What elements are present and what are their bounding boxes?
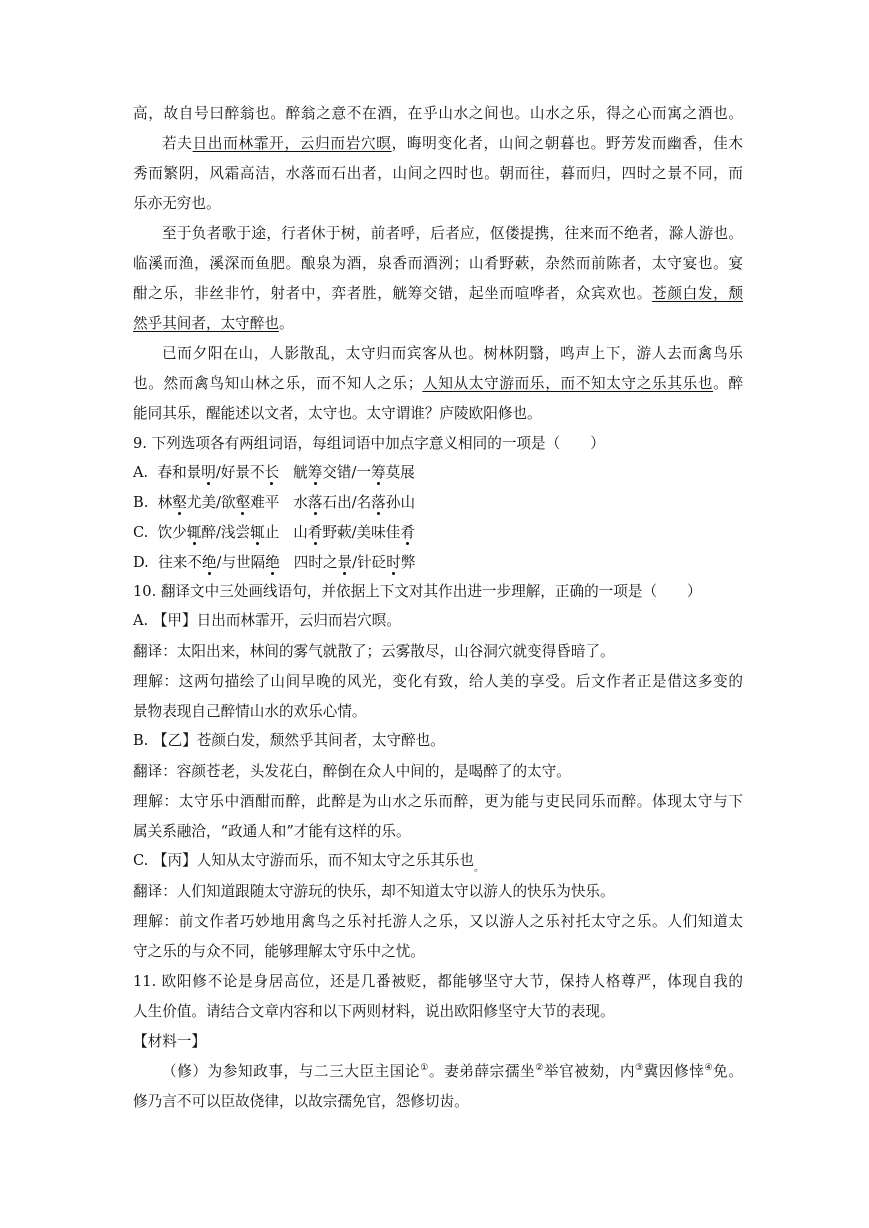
question-10-option-a-understanding-cont: 景物表现自己醉情山水的欢乐心情。	[133, 703, 367, 720]
material-1-line: 修乃言不可以臣故侥律，以故宗孺免官，怨修切齿。	[133, 1093, 469, 1110]
question-11-stem-cont: 人生价值。请结合文章内容和以下两则材料，说出欧阳修坚守大节的表现。	[133, 1003, 615, 1020]
question-10-option-b-translation: 翻译：容颜苍老，头发花白，醉倒在众人中间的，是喝醉了的太守。	[133, 763, 571, 780]
underlined-sentence-jia: 日出而林霏开，云归而岩穴暝	[192, 135, 392, 152]
question-9-option-a: A. 春和景明/好景不长 觥筹交错/一筹莫展	[133, 464, 415, 481]
question-10-stem: 10. 翻译文中三处画线语句，并依据上下文对其作出进一步理解，正确的一项是（ ）	[133, 583, 702, 600]
passage-line: 至于负者歌于途，行者休于树，前者呼，后者应，伛偻提携，往来而不绝者，滁人游也。	[162, 225, 743, 242]
underlined-sentence-yi: 苍颜白发，颓	[652, 285, 743, 302]
passage-line: 乐亦无穷也。	[133, 195, 221, 212]
material-1-title: 【材料一】	[133, 1033, 206, 1050]
passage-line: 然乎其间者，太守醉也。	[133, 315, 294, 332]
question-10-option-b-understanding: 理解：太守乐中酒酣而醉，此醉是为山水之乐而醉，更为能与吏民同乐而醉。体现太守与下	[133, 793, 743, 810]
passage-line: 临溪而渔，溪深而鱼肥。酿泉为酒，泉香而酒洌；山肴野蔌，杂然而前陈者，太守宴也。宴	[133, 255, 743, 272]
passage-line: 已而夕阳在山，人影散乱，太守归而宾客从也。树林阴翳，鸣声上下，游人去而禽鸟乐	[162, 345, 743, 362]
question-9-stem: 9. 下列选项各有两组词语，每组词语中加点字意义相同的一项是（ ）	[133, 435, 605, 452]
question-9-option-c: C. 饮少辄醉/浅尝辄止 山肴野蔌/美味佳肴	[133, 524, 415, 541]
underlined-sentence-bing: 人知从太守游而乐，而不知太守之乐其乐也	[422, 375, 714, 392]
question-10-option-a-head: A. 【甲】日出而林霏开，云归而岩穴暝。	[133, 612, 401, 629]
passage-line: 酣之乐，非丝非竹，射者中，弈者胜，觥筹交错，起坐而喧哗者，众宾欢也。苍颜白发，颓	[133, 285, 743, 302]
question-9-option-d: D. 往来不绝/与世隔绝 四时之景/针砭时弊	[133, 554, 416, 571]
question-9-option-b: B. 林壑尤美/欲壑难平 水落石出/名落孙山	[133, 494, 416, 511]
passage-line: 高，故自号曰醉翁也。醉翁之意不在酒，在乎山水之间也。山水之乐，得之心而寓之酒也。	[133, 105, 743, 122]
question-10-option-c-understanding-cont: 守之乐的与众不同，能够理解太守乐中之忧。	[133, 943, 425, 960]
passage-line: 也。然而禽鸟知山林之乐，而不知人之乐；人知从太守游而乐，而不知太守之乐其乐也。醉	[133, 375, 743, 392]
passage-line: 若夫日出而林霏开，云归而岩穴暝，晦明变化者，山间之朝暮也。野芳发而幽香，佳木	[162, 135, 743, 152]
question-10-option-c-translation: 翻译：人们知道跟随太守游玩的快乐，却不知道太守以游人的快乐为快乐。	[133, 883, 615, 900]
question-10-option-a-translation: 翻译：太阳出来，林间的雾气就散了；云雾散尽，山谷洞穴就变得昏暗了。	[133, 643, 615, 660]
underlined-sentence-yi-cont: 然乎其间者，太守醉也	[133, 315, 279, 332]
passage-line: 能同其乐，醒能述以文者，太守也。太守谓谁？庐陵欧阳修也。	[133, 405, 542, 422]
material-1-line: （修）为参知政事，与二三大臣主国论①。妻弟薛宗孺坐②举官被劾，内③冀因修悻④免。	[162, 1063, 743, 1080]
question-11-stem: 11. 欧阳修不论是身居高位，还是几番被贬，都能够坚守大节，保持人格尊严，体现自我的	[133, 973, 743, 990]
question-10-option-c-head: C. 【丙】人知从太守游而乐，而不知太守之乐其乐也$_。$	[133, 852, 484, 874]
question-10-option-b-understanding-cont: 属关系融洽，“政通人和”才能有这样的乐。	[133, 823, 411, 840]
passage-line: 秀而繁阴，风霜高洁，水落而石出者，山间之四时也。朝而往，暮而归，四时之景不同，而	[133, 165, 743, 182]
question-10-option-a-understanding: 理解：这两句描绘了山间早晚的风光，变化有致，给人美的享受。后文作者正是借这多变的	[133, 673, 743, 690]
question-10-option-c-understanding: 理解：前文作者巧妙地用禽鸟之乐衬托游人之乐，又以游人之乐衬托太守之乐。人们知道太	[133, 913, 743, 930]
question-10-option-b-head: B. 【乙】苍颜白发，颓然乎其间者，太守醉也。	[133, 732, 445, 749]
